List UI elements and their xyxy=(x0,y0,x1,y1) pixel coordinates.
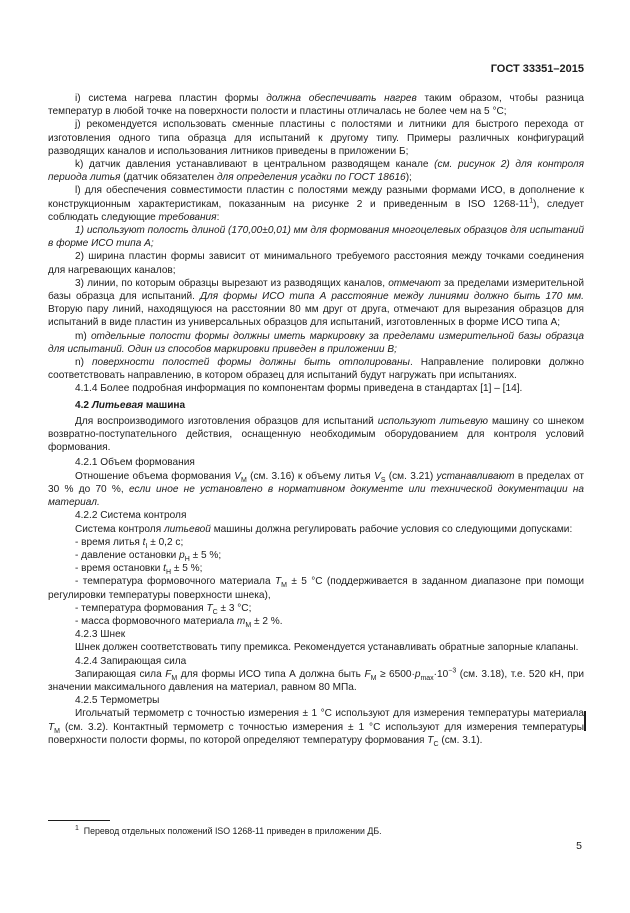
footnote xyxy=(75,826,382,837)
tolerance-item: - масса формовочного материала $m_M \pm 2$ %. xyxy=(75,615,283,629)
clause-4-2-2-title: 4.2.2 Система контроля xyxy=(75,510,187,522)
change-bar xyxy=(584,711,586,731)
section-4-2-text: Для воспроизводимого изготовления образцов для испытаний используют литьевую машину со шнеком возвратно-поступательного действия, оснащенную необходимым оборудованием для контроля условий формования. xyxy=(48,415,585,454)
clause-4-2-3-text: Шнек должен соответствовать типу премикса. Рекомендуется устанавливать обратные запорные клапаны. xyxy=(75,642,579,654)
footnote-mark: 1 xyxy=(75,825,79,833)
tolerance-item: - время остановки $t_H \pm 5$ %; xyxy=(75,563,203,577)
clause-4-2-3-title: 4.2.3 Шнек xyxy=(75,629,126,641)
tolerance-item: - температура формования $T_C \pm 3$ °С; xyxy=(75,602,252,616)
item-i: i) система нагрева пластин формы должна обеспечивать нагрев таким образом, чтобы разница температур в любой точке на поверхности полости и пластины отличалась не более чем на 5 °С; xyxy=(48,93,584,118)
footnote-ref: 1 xyxy=(529,197,534,205)
requirement-1: 1) используют полость длиной (170,00±0,01) мм для формования многоцелевых образцов для испытаний в форме ИСО типа А; xyxy=(48,225,584,250)
item-n: n) поверхности полостей формы должны быть отполированы. Направление полировки должно соответствовать направлению, в котором образец для испытаний будут нагружать при испытаниях. xyxy=(48,357,584,382)
tolerance-item: - время литья $t_I \pm 0,2$ с; xyxy=(75,536,184,550)
requirement-3: 3) линии, по которым образцы вырезают из разводящих каналов, отмечают за пределами измерительной базы образца для испытаний. Для формы ИСО типа А расстояние между линиями должно быть 170 мм. Вторую пару линий, находящуюся на расстоянии 80 мм друг от друга, отмечают для вырезания образцов для испытаний в виде пластин из универсальных образцов для испытаний, изготовленных в форме ИСО типа А; xyxy=(48,277,584,329)
tolerance-item: - давление остановки $p_H \pm 5$ %; xyxy=(75,549,222,563)
clause-4-2-5-text: Игольчатый термометр с точностью измерения ± 1 °С используют для измерения температуры материала $T_M$ (см. 3.2). Контактный термометр с точностью измерения ± 1 °С используют для измерения температуры поверхности полости формы, по которой определяют температуру формования $T_C$ (см. 3.1). xyxy=(48,708,584,748)
page-content xyxy=(48,92,584,747)
tolerance-item: - температура формовочного материала $T_M \pm 5$ °С (поддерживается в заданном диапазоне при помощи регулировки температуры поверхности шнека), xyxy=(48,576,584,601)
standard-header: ГОСТ 33351–2015 xyxy=(490,63,584,75)
clause-4-2-4-title: 4.2.4 Запирающая сила xyxy=(75,655,187,667)
clause-4-2-5-title: 4.2.5 Термометры xyxy=(75,695,160,707)
clause-4-2-2-text: Система контроля литьевой машины должна регулировать рабочие условия со следующими допусками: xyxy=(75,523,573,535)
requirement-2: 2) ширина пластин формы зависит от минимального требуемого расстояния между точками соединения для нагревающих каналов; xyxy=(48,251,584,276)
page-number: 5 xyxy=(576,840,582,852)
footnote-divider xyxy=(48,820,110,821)
footnote-text: Перевод отдельных положений ISO 1268-11 приведен в приложении ДБ. xyxy=(83,826,382,836)
item-m: m) отдельные полости формы должны иметь маркировку за пределами измерительной базы образца для испытаний. Один из способов маркировки приведен в приложении В; xyxy=(48,330,584,355)
section-4-2-heading: 4.2 Литьевая машина xyxy=(75,399,186,411)
clause-4-2-4-text: Запирающая сила $F_M$ для формы ИСО типа А должна быть $F_M \ge 6500\cdot p_{max}\cdot 10^{-3}$ (см. 3.18), т.е. 520 кН, при значении максимального давления на материал, равном 80 МПа. xyxy=(48,667,584,693)
item-j: j) рекомендуется использовать сменные пластины с полостями и литники для быстрого перехода от изготовления одного типа образца для испытаний к другому типу. Примеры различных конфигураций разводящих каналов и использования литников приведены в приложении Б; xyxy=(48,119,584,157)
clause-4-1-4: 4.1.4 Более подробная информация по компонентам формы приведена в стандартах [1] – [14]. xyxy=(75,383,523,395)
item-l: l) для обеспечения совместимости пластин с полостями между разными формами ИСО, в дополнение к конструкционным характеристикам, показанным на рисунке 2 и приведенным в ISO $1268-11^1$), следует соблюдать следующие требования: xyxy=(48,185,584,223)
clause-4-2-1-text: Отношение объема формования $V_М$ (см. 3.16) к объему литья $V_S$ (см. 3.21) устанавливают в пределах от 30 % до 70 %, если иное не установлено в нормативном документе или технической документации на материал. xyxy=(48,470,585,509)
clause-4-2-1-title: 4.2.1 Объем формования xyxy=(75,457,195,469)
item-k: k) датчик давления устанавливают в центральном разводящем канале (см. рисунок 2) для контроля периода литья (датчик обязателен для определения усадки по ГОСТ 18616); xyxy=(48,159,584,184)
